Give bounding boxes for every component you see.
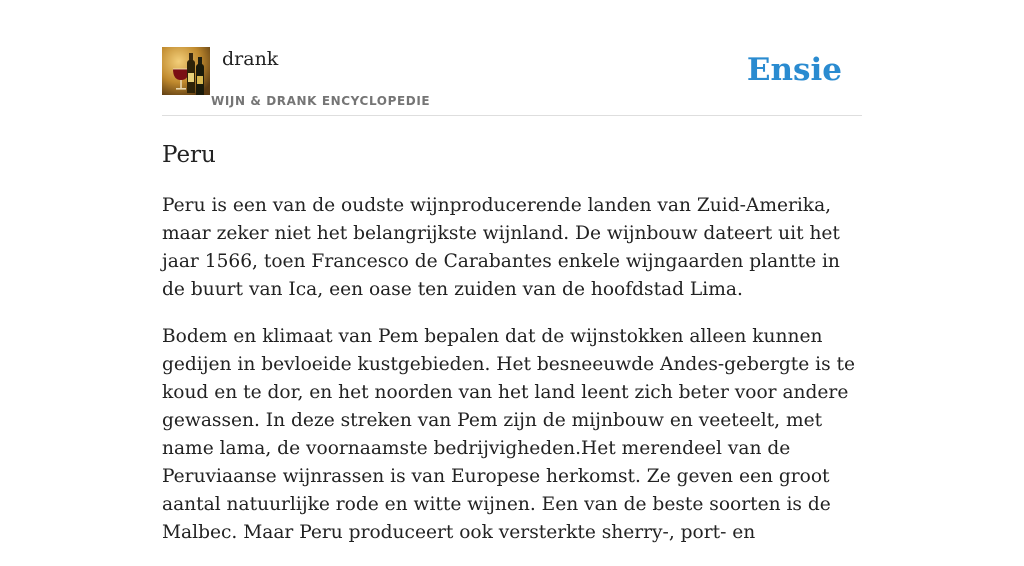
site-header	[162, 0, 862, 116]
page-title: Peru	[162, 142, 216, 168]
site-subtitle: WIJN & DRANK ENCYCLOPEDIE	[211, 94, 431, 108]
article-paragraph: Bodem en klimaat van Pem bepalen dat de wijnstokken alleen kunnen gedijen in bevloeide kustgebieden. Het besneeuwde Andes-gebergte is te koud en te dor, en het noorden van het land leent zich beter voor andere gewassen. In deze streken van Pem zijn de mijnbouw en veeteelt, met name lama, de voornaamste bedrijvigheden.Het merendeel van de Peruviaanse wijnrassen is van Europese herkomst. Ze geven een groot aantal natuurlijke rode en witte wijnen. Een van de beste soorten is de Malbec. Maar Peru produceert ook versterkte sherry-, port- en	[162, 326, 856, 543]
ensie-logo[interactable]: Ensie	[746, 52, 842, 88]
wine-bottles-icon[interactable]	[162, 47, 210, 95]
article-paragraph: Peru is een van de oudste wijnproducerende landen van Zuid-Amerika, maar zeker niet het belangrijkste wijnland. De wijnbouw dateert uit het jaar 1566, toen Francesco de Carabantes enkele wijngaarden plantte in de buurt van Ica, een oase ten zuiden van de hoofdstad Lima.	[162, 195, 840, 300]
article-body	[162, 192, 862, 566]
page	[162, 0, 862, 543]
site-name-link[interactable]: drank	[222, 48, 279, 70]
